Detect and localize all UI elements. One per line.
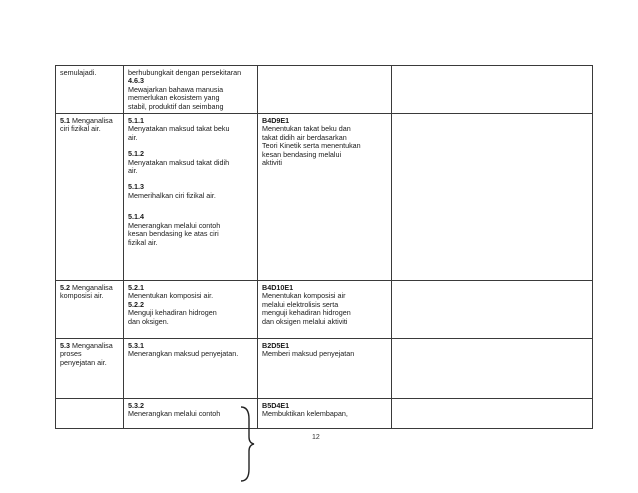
cell-text: Menentukan takat beku dan xyxy=(262,124,351,134)
standard-cell xyxy=(258,339,392,399)
cell-text: Memerihalkan ciri fizikal air. xyxy=(128,190,216,200)
cell-text: penyejatan air. xyxy=(60,357,107,367)
standard-cell xyxy=(258,399,392,429)
notes-cell xyxy=(392,399,593,429)
cell-text: menguji kehadiran hidrogen xyxy=(262,308,351,318)
cell-text: Menerangkan melalui contoh xyxy=(128,220,221,230)
cell-text: memerlukan ekosistem yang xyxy=(128,93,220,103)
area-code: 5.1 xyxy=(60,116,70,126)
standard-code: B2D5E1 xyxy=(262,341,290,351)
cell-text: Menerangkan melalui contoh xyxy=(128,409,221,419)
cell-text: fizikal air. xyxy=(128,237,158,247)
cell-text: Menyatakan maksud takat didih xyxy=(128,157,230,167)
learning-area-cell xyxy=(56,281,124,339)
table-row xyxy=(56,399,593,429)
outcome-code: 5.1.2 xyxy=(128,149,144,159)
table-row xyxy=(56,339,593,399)
outcome-code: 5.2.2 xyxy=(128,299,144,309)
learning-area-cell xyxy=(56,339,124,399)
standard-cell xyxy=(258,114,392,281)
cell-text: kesan bendasing melalui xyxy=(262,149,342,159)
cell-text: Menentukan komposisi air xyxy=(262,291,346,301)
learning-area-cell xyxy=(56,399,124,429)
cell-text: Memberi maksud penyejatan xyxy=(262,349,355,359)
table-row xyxy=(56,114,593,281)
standard-cell xyxy=(258,66,392,114)
cell-text: Menganalisa xyxy=(72,283,113,293)
learning-outcome-cell xyxy=(124,66,258,114)
standard-code: B5D4E1 xyxy=(262,401,290,411)
notes-cell xyxy=(392,281,593,339)
standard-code: B4D9E1 xyxy=(262,116,290,126)
page-number: 12 xyxy=(312,434,320,441)
outcome-code: 5.1.4 xyxy=(128,212,144,222)
cell-text: Membuktikan kelembapan, xyxy=(262,409,348,419)
cell-text: Menyatakan maksud takat beku xyxy=(128,124,230,134)
cell-text: ciri fizikal air. xyxy=(60,124,101,134)
learning-outcome-cell xyxy=(124,339,258,399)
table-row xyxy=(56,66,593,114)
learning-outcome-cell xyxy=(124,114,258,281)
notes-cell xyxy=(392,66,593,114)
cell-text: air. xyxy=(128,132,138,142)
outcome-code: 5.2.1 xyxy=(128,283,144,293)
cell-text: melalui elektrolisis serta xyxy=(262,299,339,309)
outcome-code: 5.3.1 xyxy=(128,341,144,351)
cell-text: dan oksigen melalui aktiviti xyxy=(262,316,348,326)
cell-text: Menguji kehadiran hidrogen xyxy=(128,308,217,318)
table-row xyxy=(56,281,593,339)
cell-text: Menganalisa xyxy=(72,341,113,351)
standard-code: B4D10E1 xyxy=(262,283,294,293)
cell-text: proses xyxy=(60,349,82,359)
cell-text: semulajadi. xyxy=(60,68,97,77)
learning-area-cell xyxy=(56,114,124,281)
cell-text: Menganalisa xyxy=(72,116,113,126)
cell-text: kesan bendasing ke atas ciri xyxy=(128,229,219,239)
area-code: 5.3 xyxy=(60,341,70,351)
area-code: 5.2 xyxy=(60,283,70,293)
learning-area-cell xyxy=(56,66,124,114)
cell-text: Menentukan komposisi air. xyxy=(128,291,214,301)
cell-text: berhubungkait dengan persekitaran xyxy=(128,68,242,77)
curly-brace-icon xyxy=(238,405,256,483)
outcome-code: 5.1.3 xyxy=(128,182,144,192)
outcome-code: 5.1.1 xyxy=(128,116,144,126)
curriculum-table xyxy=(55,65,593,429)
cell-text: Mewajarkan bahawa manusia xyxy=(128,84,224,94)
outcome-code: 4.6.3 xyxy=(128,76,144,86)
notes-cell xyxy=(392,114,593,281)
cell-text: Menerangkan maksud penyejatan. xyxy=(128,349,239,359)
outcome-code: 5.3.2 xyxy=(128,401,144,411)
standard-cell xyxy=(258,281,392,339)
cell-text: takat didih air berdasarkan xyxy=(262,132,347,142)
cell-text: stabil, produktif dan seimbang xyxy=(128,101,224,111)
cell-text: komposisi air. xyxy=(60,291,104,301)
cell-text: aktiviti xyxy=(262,158,282,168)
cell-text: air. xyxy=(128,166,138,176)
cell-text: dan oksigen. xyxy=(128,316,169,326)
notes-cell xyxy=(392,339,593,399)
cell-text: Teori Kinetik serta menentukan xyxy=(262,141,361,151)
learning-outcome-cell xyxy=(124,281,258,339)
